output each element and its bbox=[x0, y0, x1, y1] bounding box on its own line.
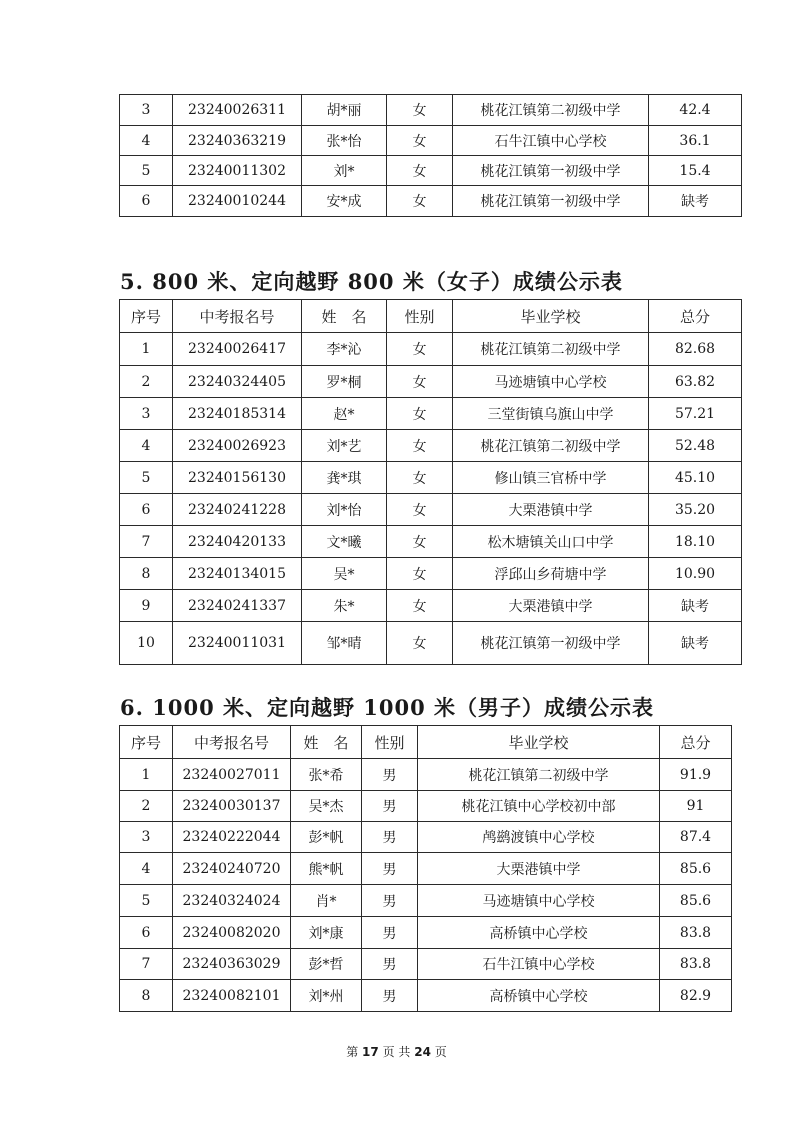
table-row bbox=[120, 980, 732, 1012]
cell-student-name: 彭*帆 bbox=[291, 822, 362, 853]
cell-no: 10 bbox=[120, 622, 173, 665]
cell-exam-id: 23240363029 bbox=[173, 949, 291, 980]
cell-student-name: 吴*杰 bbox=[291, 791, 362, 822]
table-row bbox=[120, 558, 742, 590]
cell-score: 缺考 bbox=[649, 186, 742, 217]
cell-school: 大栗港镇中学 bbox=[453, 590, 649, 622]
cell-score: 10.90 bbox=[649, 558, 742, 590]
cell-no: 6 bbox=[120, 917, 173, 949]
cell-exam-id: 23240363219 bbox=[173, 126, 302, 156]
cell-gender: 女 bbox=[387, 430, 453, 462]
cell-gender: 男 bbox=[362, 917, 418, 949]
cell-student-name: 罗*桐 bbox=[302, 366, 387, 398]
table-row bbox=[120, 791, 732, 822]
footer-prefix: 第 bbox=[346, 1045, 359, 1059]
table-header-row bbox=[120, 300, 742, 333]
table-row bbox=[120, 95, 742, 126]
cell-score: 85.6 bbox=[660, 853, 732, 885]
header-name: 姓 名 bbox=[302, 300, 387, 333]
table-row bbox=[120, 590, 742, 622]
cell-gender: 女 bbox=[387, 95, 453, 126]
cell-gender: 女 bbox=[387, 558, 453, 590]
table-row bbox=[120, 759, 732, 791]
table-row bbox=[120, 853, 732, 885]
cell-exam-id: 23240026417 bbox=[173, 333, 302, 366]
section-6-title: 6. 1000 米、定向越野 1000 米（男子）成绩公示表 bbox=[120, 695, 655, 720]
cell-exam-id: 23240240720 bbox=[173, 853, 291, 885]
cell-score: 42.4 bbox=[649, 95, 742, 126]
cell-gender: 女 bbox=[387, 186, 453, 217]
cell-exam-id: 23240185314 bbox=[173, 398, 302, 430]
cell-student-name: 邹*晴 bbox=[302, 622, 387, 665]
cell-exam-id: 23240027011 bbox=[173, 759, 291, 791]
cell-student-name: 刘* bbox=[302, 156, 387, 186]
table-row bbox=[120, 186, 742, 217]
header-score: 总分 bbox=[660, 726, 732, 759]
cell-student-name: 龚*琪 bbox=[302, 462, 387, 494]
cell-school: 桃花江镇第二初级中学 bbox=[453, 430, 649, 462]
cell-no: 7 bbox=[120, 949, 173, 980]
table-row bbox=[120, 462, 742, 494]
cell-score: 缺考 bbox=[649, 622, 742, 665]
cell-student-name: 朱* bbox=[302, 590, 387, 622]
cell-student-name: 文*曦 bbox=[302, 526, 387, 558]
cell-no: 8 bbox=[120, 558, 173, 590]
cell-exam-id: 23240011302 bbox=[173, 156, 302, 186]
table-row bbox=[120, 949, 732, 980]
total-page-count: 24 bbox=[414, 1045, 431, 1059]
header-school: 毕业学校 bbox=[418, 726, 660, 759]
cell-no: 5 bbox=[120, 462, 173, 494]
cell-student-name: 刘*州 bbox=[291, 980, 362, 1012]
cell-student-name: 肖* bbox=[291, 885, 362, 917]
page-footer bbox=[0, 1043, 793, 1060]
cell-exam-id: 23240010244 bbox=[173, 186, 302, 217]
cell-school: 鸬鹚渡镇中心学校 bbox=[418, 822, 660, 853]
table-header-row bbox=[120, 726, 732, 759]
cell-score: 15.4 bbox=[649, 156, 742, 186]
cell-school: 桃花江镇第二初级中学 bbox=[453, 333, 649, 366]
cell-score: 82.68 bbox=[649, 333, 742, 366]
cell-student-name: 张*怡 bbox=[302, 126, 387, 156]
table-row bbox=[120, 126, 742, 156]
cell-student-name: 刘*康 bbox=[291, 917, 362, 949]
cell-school: 大栗港镇中学 bbox=[418, 853, 660, 885]
cell-student-name: 刘*艺 bbox=[302, 430, 387, 462]
cell-gender: 女 bbox=[387, 622, 453, 665]
cell-gender: 女 bbox=[387, 494, 453, 526]
header-school: 毕业学校 bbox=[453, 300, 649, 333]
header-id: 中考报名号 bbox=[173, 726, 291, 759]
table-row bbox=[120, 156, 742, 186]
cell-gender: 男 bbox=[362, 759, 418, 791]
table-row bbox=[120, 430, 742, 462]
cell-no: 3 bbox=[120, 822, 173, 853]
table-row bbox=[120, 333, 742, 366]
cell-score: 85.6 bbox=[660, 885, 732, 917]
cell-score: 91 bbox=[660, 791, 732, 822]
cell-score: 52.48 bbox=[649, 430, 742, 462]
cell-gender: 男 bbox=[362, 853, 418, 885]
cell-gender: 男 bbox=[362, 791, 418, 822]
cell-school: 桃花江镇中心学校初中部 bbox=[418, 791, 660, 822]
cell-score: 57.21 bbox=[649, 398, 742, 430]
cell-school: 高桥镇中心学校 bbox=[418, 917, 660, 949]
table-row bbox=[120, 398, 742, 430]
cell-exam-id: 23240026311 bbox=[173, 95, 302, 126]
cell-no: 6 bbox=[120, 494, 173, 526]
cell-no: 4 bbox=[120, 430, 173, 462]
cell-no: 7 bbox=[120, 526, 173, 558]
cell-exam-id: 23240134015 bbox=[173, 558, 302, 590]
results-table-800m-female bbox=[119, 299, 742, 665]
cell-score: 45.10 bbox=[649, 462, 742, 494]
cell-no: 2 bbox=[120, 366, 173, 398]
cell-school: 马迹塘镇中心学校 bbox=[418, 885, 660, 917]
header-no: 序号 bbox=[120, 726, 173, 759]
cell-score: 63.82 bbox=[649, 366, 742, 398]
cell-score: 87.4 bbox=[660, 822, 732, 853]
cell-score: 83.8 bbox=[660, 949, 732, 980]
cell-gender: 女 bbox=[387, 590, 453, 622]
cell-exam-id: 23240324024 bbox=[173, 885, 291, 917]
table-row bbox=[120, 917, 732, 949]
cell-gender: 男 bbox=[362, 949, 418, 980]
cell-student-name: 吴* bbox=[302, 558, 387, 590]
cell-gender: 男 bbox=[362, 822, 418, 853]
footer-middle: 页 共 bbox=[382, 1045, 411, 1059]
cell-school: 桃花江镇第一初级中学 bbox=[453, 156, 649, 186]
table-row bbox=[120, 366, 742, 398]
cell-gender: 女 bbox=[387, 333, 453, 366]
table-row bbox=[120, 494, 742, 526]
cell-score: 82.9 bbox=[660, 980, 732, 1012]
cell-gender: 女 bbox=[387, 526, 453, 558]
cell-student-name: 安*成 bbox=[302, 186, 387, 217]
cell-no: 1 bbox=[120, 333, 173, 366]
cell-exam-id: 23240222044 bbox=[173, 822, 291, 853]
cell-student-name: 彭*哲 bbox=[291, 949, 362, 980]
cell-school: 大栗港镇中学 bbox=[453, 494, 649, 526]
cell-gender: 男 bbox=[362, 980, 418, 1012]
cell-score: 缺考 bbox=[649, 590, 742, 622]
cell-no: 1 bbox=[120, 759, 173, 791]
cell-exam-id: 23240241228 bbox=[173, 494, 302, 526]
header-no: 序号 bbox=[120, 300, 173, 333]
cell-score: 18.10 bbox=[649, 526, 742, 558]
cell-school: 桃花江镇第一初级中学 bbox=[453, 622, 649, 665]
footer-suffix: 页 bbox=[434, 1045, 447, 1059]
cell-school: 桃花江镇第二初级中学 bbox=[453, 95, 649, 126]
cell-gender: 女 bbox=[387, 156, 453, 186]
cell-student-name: 张*希 bbox=[291, 759, 362, 791]
cell-score: 36.1 bbox=[649, 126, 742, 156]
cell-exam-id: 23240030137 bbox=[173, 791, 291, 822]
cell-student-name: 李*沁 bbox=[302, 333, 387, 366]
cell-score: 35.20 bbox=[649, 494, 742, 526]
cell-exam-id: 23240026923 bbox=[173, 430, 302, 462]
cell-exam-id: 23240082101 bbox=[173, 980, 291, 1012]
cell-school: 马迹塘镇中心学校 bbox=[453, 366, 649, 398]
cell-gender: 女 bbox=[387, 398, 453, 430]
header-id: 中考报名号 bbox=[173, 300, 302, 333]
cell-school: 桃花江镇第二初级中学 bbox=[418, 759, 660, 791]
cell-school: 桃花江镇第一初级中学 bbox=[453, 186, 649, 217]
cell-exam-id: 23240082020 bbox=[173, 917, 291, 949]
cell-no: 5 bbox=[120, 885, 173, 917]
header-score: 总分 bbox=[649, 300, 742, 333]
cell-no: 5 bbox=[120, 156, 173, 186]
section-5-title: 5. 800 米、定向越野 800 米（女子）成绩公示表 bbox=[120, 269, 623, 294]
cell-no: 4 bbox=[120, 853, 173, 885]
results-table-continued bbox=[119, 94, 742, 217]
cell-gender: 男 bbox=[362, 885, 418, 917]
cell-exam-id: 23240324405 bbox=[173, 366, 302, 398]
cell-no: 6 bbox=[120, 186, 173, 217]
cell-exam-id: 23240156130 bbox=[173, 462, 302, 494]
cell-gender: 女 bbox=[387, 462, 453, 494]
cell-exam-id: 23240241337 bbox=[173, 590, 302, 622]
cell-school: 三堂街镇乌旗山中学 bbox=[453, 398, 649, 430]
cell-school: 高桥镇中心学校 bbox=[418, 980, 660, 1012]
cell-student-name: 赵* bbox=[302, 398, 387, 430]
results-table-1000m-male bbox=[119, 725, 732, 1012]
cell-gender: 女 bbox=[387, 366, 453, 398]
table-row bbox=[120, 885, 732, 917]
cell-no: 3 bbox=[120, 95, 173, 126]
cell-exam-id: 23240420133 bbox=[173, 526, 302, 558]
cell-school: 松木塘镇关山口中学 bbox=[453, 526, 649, 558]
cell-score: 83.8 bbox=[660, 917, 732, 949]
current-page-number: 17 bbox=[362, 1045, 379, 1059]
cell-school: 石牛江镇中心学校 bbox=[418, 949, 660, 980]
cell-student-name: 熊*帆 bbox=[291, 853, 362, 885]
cell-gender: 女 bbox=[387, 126, 453, 156]
cell-school: 修山镇三官桥中学 bbox=[453, 462, 649, 494]
table-row bbox=[120, 526, 742, 558]
cell-no: 8 bbox=[120, 980, 173, 1012]
cell-school: 浮邱山乡荷塘中学 bbox=[453, 558, 649, 590]
cell-no: 4 bbox=[120, 126, 173, 156]
cell-student-name: 胡*丽 bbox=[302, 95, 387, 126]
cell-no: 2 bbox=[120, 791, 173, 822]
cell-no: 9 bbox=[120, 590, 173, 622]
header-name: 姓 名 bbox=[291, 726, 362, 759]
header-gender: 性别 bbox=[387, 300, 453, 333]
cell-score: 91.9 bbox=[660, 759, 732, 791]
cell-exam-id: 23240011031 bbox=[173, 622, 302, 665]
cell-student-name: 刘*怡 bbox=[302, 494, 387, 526]
table-row bbox=[120, 822, 732, 853]
table-row bbox=[120, 622, 742, 665]
header-gender: 性别 bbox=[362, 726, 418, 759]
cell-no: 3 bbox=[120, 398, 173, 430]
cell-school: 石牛江镇中心学校 bbox=[453, 126, 649, 156]
